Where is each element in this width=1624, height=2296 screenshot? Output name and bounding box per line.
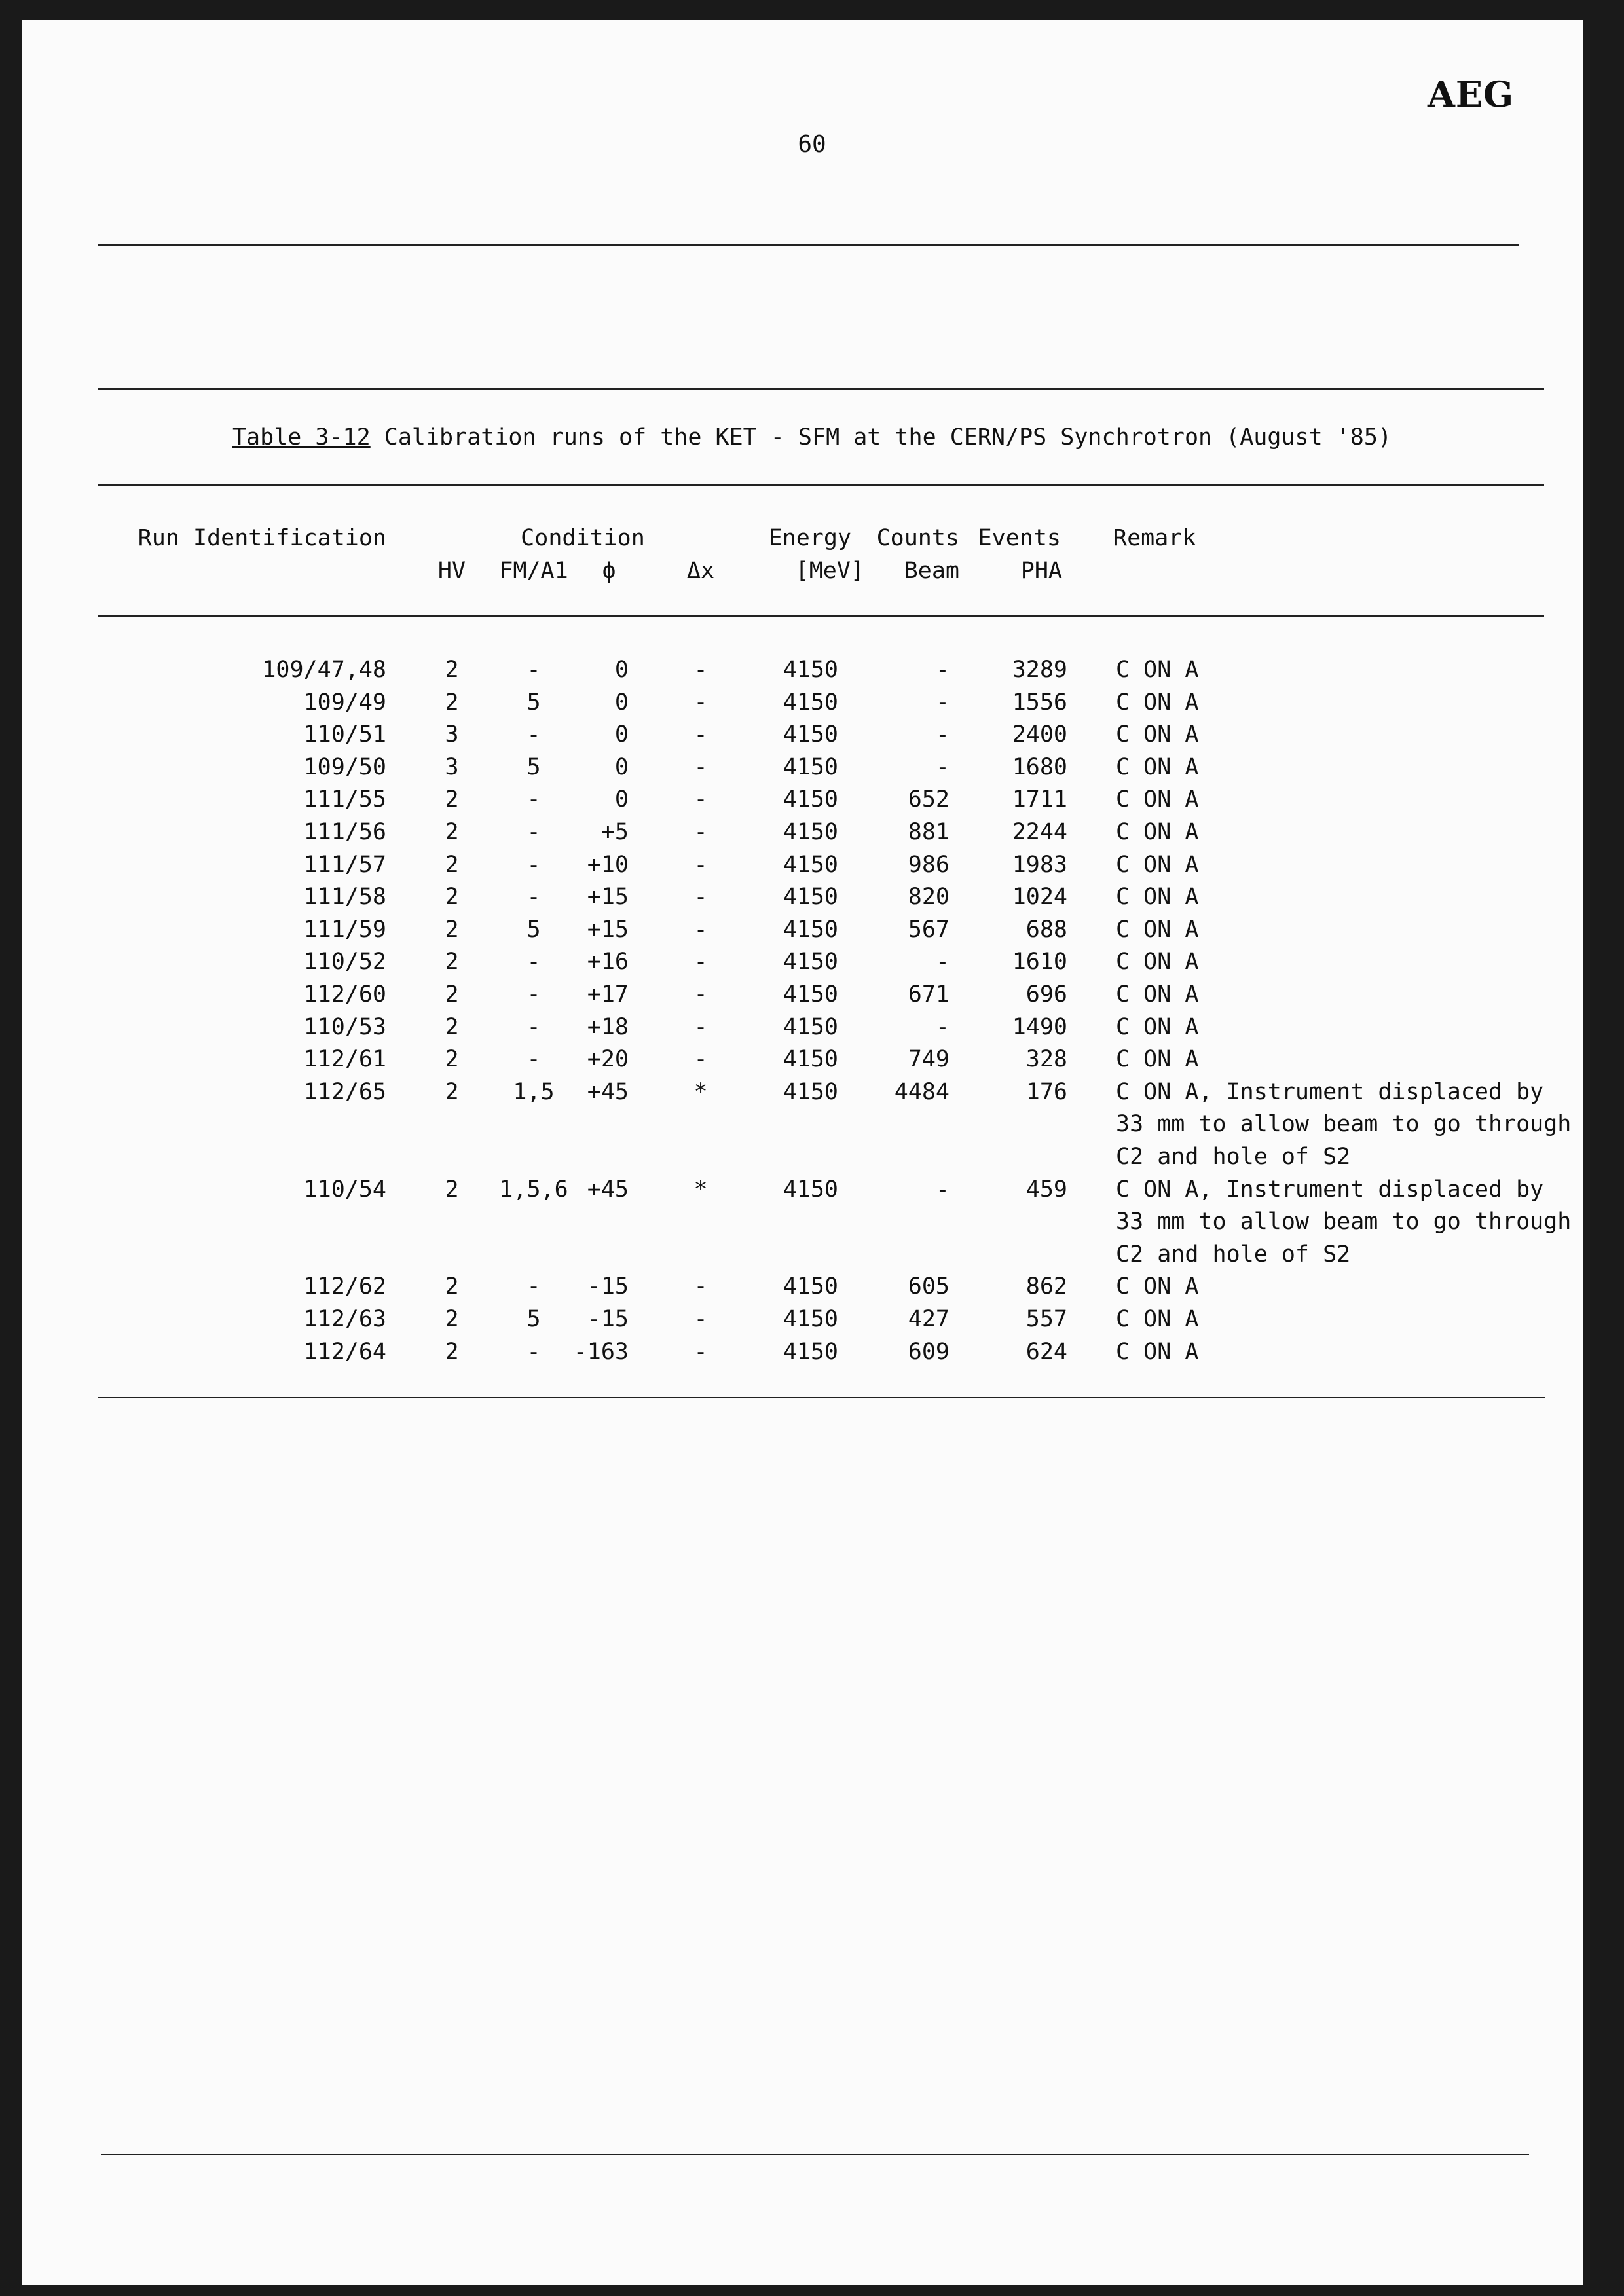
cell-energy: 4150 bbox=[783, 1338, 838, 1365]
cell-energy: 4150 bbox=[783, 916, 838, 943]
table-row bbox=[0, 1011, 1624, 1044]
cell-energy: 4150 bbox=[783, 721, 838, 748]
cell-delta-x: - bbox=[693, 1273, 708, 1300]
cell-run-id: 110/53 bbox=[303, 1013, 386, 1040]
cell-remark: C ON A bbox=[1116, 981, 1199, 1008]
cell-fm-a1: 5 bbox=[526, 689, 541, 716]
cell-events-pha: 2400 bbox=[1012, 721, 1067, 748]
cell-counts-beam: 427 bbox=[908, 1306, 950, 1332]
cell-run-id: 112/65 bbox=[303, 1078, 386, 1105]
cell-remark: C ON A bbox=[1116, 657, 1199, 683]
cell-run-id: 109/49 bbox=[303, 689, 386, 716]
cell-hv: 2 bbox=[445, 1176, 459, 1203]
cell-phi: +17 bbox=[587, 981, 629, 1008]
cell-events-pha: 176 bbox=[1025, 1078, 1067, 1105]
cell-delta-x: - bbox=[693, 1338, 708, 1365]
cell-delta-x: - bbox=[693, 786, 708, 813]
cell-hv: 2 bbox=[445, 916, 459, 943]
cell-remark: C ON A bbox=[1116, 1273, 1199, 1300]
cell-fm-a1: 5 bbox=[526, 916, 541, 943]
cell-phi: -163 bbox=[573, 1338, 629, 1365]
cell-delta-x: - bbox=[693, 981, 708, 1008]
header-energy-unit: [MeV] bbox=[795, 558, 864, 584]
cell-energy: 4150 bbox=[783, 1046, 838, 1073]
cell-counts-beam: 881 bbox=[908, 819, 950, 845]
cell-hv: 2 bbox=[445, 1306, 459, 1332]
table-row bbox=[0, 783, 1624, 816]
table-row bbox=[0, 1173, 1624, 1267]
header-events-pha: PHA bbox=[1020, 558, 1062, 584]
cell-counts-beam: - bbox=[935, 657, 950, 683]
cell-remark: C ON A bbox=[1116, 689, 1199, 716]
cell-energy: 4150 bbox=[783, 1078, 838, 1105]
cell-hv: 2 bbox=[445, 981, 459, 1008]
cell-hv: 2 bbox=[445, 1338, 459, 1365]
cell-run-id: 110/52 bbox=[303, 949, 386, 975]
cell-remark: C ON A bbox=[1116, 949, 1199, 975]
header-energy: Energy bbox=[768, 525, 851, 551]
header-remark: Remark bbox=[1113, 525, 1196, 551]
cell-counts-beam: 609 bbox=[908, 1338, 950, 1365]
cell-hv: 2 bbox=[445, 1273, 459, 1300]
cell-delta-x: * bbox=[693, 1078, 708, 1105]
cell-counts-beam: 820 bbox=[908, 884, 950, 911]
cell-delta-x: - bbox=[693, 721, 708, 748]
header-condition: Condition bbox=[521, 525, 645, 551]
cell-energy: 4150 bbox=[783, 657, 838, 683]
cell-phi: +45 bbox=[587, 1078, 629, 1105]
table-row bbox=[0, 816, 1624, 848]
cell-events-pha: 459 bbox=[1025, 1176, 1067, 1203]
cell-phi: +5 bbox=[600, 819, 629, 845]
cell-fm-a1: - bbox=[526, 1338, 541, 1365]
cell-fm-a1: - bbox=[526, 1013, 541, 1040]
cell-delta-x: - bbox=[693, 1046, 708, 1073]
table-row bbox=[0, 1043, 1624, 1076]
table-caption-text: Calibration runs of the KET - SFM at the CERN/PS Synchrotron (August '85) bbox=[370, 424, 1392, 450]
cell-hv: 2 bbox=[445, 1078, 459, 1105]
cell-delta-x: - bbox=[693, 916, 708, 943]
cell-counts-beam: 4484 bbox=[894, 1078, 950, 1105]
header-counts-beam: Beam bbox=[904, 558, 959, 584]
cell-phi: +16 bbox=[587, 949, 629, 975]
cell-run-id: 111/56 bbox=[303, 819, 386, 845]
table-row bbox=[0, 653, 1624, 686]
cell-hv: 3 bbox=[445, 754, 459, 780]
cell-energy: 4150 bbox=[783, 981, 838, 1008]
table-row bbox=[0, 751, 1624, 784]
cell-phi: +20 bbox=[587, 1046, 629, 1073]
cell-phi: +45 bbox=[587, 1176, 629, 1203]
cell-hv: 2 bbox=[445, 819, 459, 845]
header-hv: HV bbox=[437, 558, 466, 584]
table-row bbox=[0, 1270, 1624, 1303]
cell-run-id: 111/55 bbox=[303, 786, 386, 813]
table-row bbox=[0, 1336, 1624, 1368]
cell-energy: 4150 bbox=[783, 1013, 838, 1040]
cell-fm-a1: - bbox=[526, 721, 541, 748]
table-caption bbox=[0, 424, 1624, 450]
cell-run-id: 112/62 bbox=[303, 1273, 386, 1300]
header-phi: ϕ bbox=[602, 558, 616, 584]
cell-hv: 3 bbox=[445, 721, 459, 748]
cell-phi: +18 bbox=[587, 1013, 629, 1040]
cell-events-pha: 1711 bbox=[1012, 786, 1067, 813]
cell-remark: C ON A bbox=[1116, 1046, 1199, 1073]
cell-events-pha: 2244 bbox=[1012, 819, 1067, 845]
cell-fm-a1: - bbox=[526, 657, 541, 683]
cell-remark: C ON A bbox=[1116, 1306, 1199, 1332]
cell-events-pha: 1983 bbox=[1012, 851, 1067, 878]
cell-fm-a1: 1,5 bbox=[513, 1078, 555, 1105]
table-row bbox=[0, 848, 1624, 881]
cell-run-id: 109/50 bbox=[303, 754, 386, 780]
cell-events-pha: 624 bbox=[1025, 1338, 1067, 1365]
cell-delta-x: - bbox=[693, 851, 708, 878]
cell-run-id: 112/61 bbox=[303, 1046, 386, 1073]
cell-events-pha: 1024 bbox=[1012, 884, 1067, 911]
footer-rule bbox=[101, 2154, 1529, 2155]
cell-energy: 4150 bbox=[783, 754, 838, 780]
cell-delta-x: - bbox=[693, 949, 708, 975]
cell-remark: C ON A bbox=[1116, 851, 1199, 878]
cell-counts-beam: 605 bbox=[908, 1273, 950, 1300]
header-bottom-rule bbox=[98, 615, 1544, 617]
cell-run-id: 110/54 bbox=[303, 1176, 386, 1203]
cell-remark: C ON A bbox=[1116, 786, 1199, 813]
cell-counts-beam: 986 bbox=[908, 851, 950, 878]
cell-remark: 33 mm to allow beam to go through bbox=[1116, 1111, 1572, 1138]
cell-hv: 2 bbox=[445, 1046, 459, 1073]
cell-events-pha: 1490 bbox=[1012, 1013, 1067, 1040]
cell-delta-x: * bbox=[693, 1176, 708, 1203]
cell-counts-beam: 652 bbox=[908, 786, 950, 813]
cell-hv: 2 bbox=[445, 851, 459, 878]
cell-counts-beam: - bbox=[935, 721, 950, 748]
cell-phi: +10 bbox=[587, 851, 629, 878]
cell-hv: 2 bbox=[445, 1013, 459, 1040]
caption-rule bbox=[98, 484, 1544, 486]
cell-fm-a1: - bbox=[526, 884, 541, 911]
cell-events-pha: 862 bbox=[1025, 1273, 1067, 1300]
cell-run-id: 112/60 bbox=[303, 981, 386, 1008]
cell-hv: 2 bbox=[445, 689, 459, 716]
cell-fm-a1: - bbox=[526, 949, 541, 975]
cell-counts-beam: - bbox=[935, 949, 950, 975]
cell-remark: C ON A bbox=[1116, 916, 1199, 943]
cell-remark: C ON A bbox=[1116, 1013, 1199, 1040]
table-row bbox=[0, 1076, 1624, 1170]
page-number: 60 bbox=[798, 131, 826, 158]
cell-energy: 4150 bbox=[783, 1306, 838, 1332]
cell-phi: 0 bbox=[614, 657, 629, 683]
cell-phi: 0 bbox=[614, 721, 629, 748]
cell-run-id: 111/57 bbox=[303, 851, 386, 878]
cell-energy: 4150 bbox=[783, 949, 838, 975]
cell-delta-x: - bbox=[693, 657, 708, 683]
cell-remark: C ON A bbox=[1116, 754, 1199, 780]
cell-remark: C2 and hole of S2 bbox=[1116, 1143, 1351, 1170]
cell-phi: -15 bbox=[587, 1306, 629, 1332]
cell-events-pha: 696 bbox=[1025, 981, 1067, 1008]
cell-energy: 4150 bbox=[783, 786, 838, 813]
table-row bbox=[0, 913, 1624, 946]
cell-remark: C ON A, Instrument displaced by bbox=[1116, 1078, 1544, 1105]
cell-fm-a1: - bbox=[526, 1273, 541, 1300]
table-top-rule bbox=[98, 388, 1544, 390]
cell-remark: C ON A bbox=[1116, 884, 1199, 911]
header-divider bbox=[98, 244, 1519, 246]
cell-run-id: 109/47,48 bbox=[262, 657, 386, 683]
cell-events-pha: 1556 bbox=[1012, 689, 1067, 716]
cell-fm-a1: - bbox=[526, 851, 541, 878]
cell-energy: 4150 bbox=[783, 689, 838, 716]
cell-delta-x: - bbox=[693, 689, 708, 716]
cell-fm-a1: - bbox=[526, 1046, 541, 1073]
cell-counts-beam: - bbox=[935, 754, 950, 780]
cell-phi: 0 bbox=[614, 689, 629, 716]
cell-phi: 0 bbox=[614, 754, 629, 780]
cell-phi: +15 bbox=[587, 884, 629, 911]
cell-fm-a1: 1,5,6 bbox=[499, 1176, 568, 1203]
cell-fm-a1: - bbox=[526, 786, 541, 813]
header-run-identification: Run Identification bbox=[138, 525, 386, 551]
table-row bbox=[0, 881, 1624, 913]
cell-counts-beam: 671 bbox=[908, 981, 950, 1008]
table-row bbox=[0, 945, 1624, 978]
cell-events-pha: 1680 bbox=[1012, 754, 1067, 780]
cell-phi: 0 bbox=[614, 786, 629, 813]
cell-hv: 2 bbox=[445, 949, 459, 975]
table-row bbox=[0, 978, 1624, 1011]
cell-remark: C ON A bbox=[1116, 819, 1199, 845]
cell-fm-a1: - bbox=[526, 981, 541, 1008]
cell-run-id: 111/59 bbox=[303, 916, 386, 943]
cell-events-pha: 328 bbox=[1025, 1046, 1067, 1073]
cell-events-pha: 688 bbox=[1025, 916, 1067, 943]
table-bottom-rule bbox=[98, 1397, 1545, 1398]
cell-phi: -15 bbox=[587, 1273, 629, 1300]
cell-energy: 4150 bbox=[783, 884, 838, 911]
header-events: Events bbox=[978, 525, 1061, 551]
cell-remark: C ON A bbox=[1116, 1338, 1199, 1365]
header-counts: Counts bbox=[876, 525, 959, 551]
cell-remark: C2 and hole of S2 bbox=[1116, 1241, 1351, 1267]
cell-run-id: 112/64 bbox=[303, 1338, 386, 1365]
table-row bbox=[0, 718, 1624, 751]
cell-counts-beam: - bbox=[935, 1013, 950, 1040]
cell-events-pha: 3289 bbox=[1012, 657, 1067, 683]
table-row bbox=[0, 686, 1624, 719]
cell-run-id: 111/58 bbox=[303, 884, 386, 911]
cell-remark: 33 mm to allow beam to go through bbox=[1116, 1209, 1572, 1235]
cell-fm-a1: - bbox=[526, 819, 541, 845]
company-logo: AEG bbox=[1428, 73, 1515, 115]
table-row bbox=[0, 1303, 1624, 1336]
cell-run-id: 112/63 bbox=[303, 1306, 386, 1332]
cell-delta-x: - bbox=[693, 1013, 708, 1040]
cell-events-pha: 1610 bbox=[1012, 949, 1067, 975]
cell-energy: 4150 bbox=[783, 1273, 838, 1300]
table-reference: Table 3-12 bbox=[232, 424, 371, 450]
cell-fm-a1: 5 bbox=[526, 1306, 541, 1332]
cell-delta-x: - bbox=[693, 819, 708, 845]
cell-counts-beam: - bbox=[935, 689, 950, 716]
cell-hv: 2 bbox=[445, 884, 459, 911]
cell-hv: 2 bbox=[445, 786, 459, 813]
cell-delta-x: - bbox=[693, 754, 708, 780]
cell-counts-beam: - bbox=[935, 1176, 950, 1203]
cell-fm-a1: 5 bbox=[526, 754, 541, 780]
cell-remark: C ON A, Instrument displaced by bbox=[1116, 1176, 1544, 1203]
cell-counts-beam: 567 bbox=[908, 916, 950, 943]
cell-remark: C ON A bbox=[1116, 721, 1199, 748]
header-delta-x: Δx bbox=[686, 558, 715, 584]
cell-energy: 4150 bbox=[783, 1176, 838, 1203]
cell-counts-beam: 749 bbox=[908, 1046, 950, 1073]
cell-phi: +15 bbox=[587, 916, 629, 943]
cell-energy: 4150 bbox=[783, 851, 838, 878]
cell-delta-x: - bbox=[693, 884, 708, 911]
cell-delta-x: - bbox=[693, 1306, 708, 1332]
header-fm-a1: FM/A1 bbox=[499, 558, 568, 584]
cell-energy: 4150 bbox=[783, 819, 838, 845]
cell-events-pha: 557 bbox=[1025, 1306, 1067, 1332]
cell-hv: 2 bbox=[445, 657, 459, 683]
cell-run-id: 110/51 bbox=[303, 721, 386, 748]
